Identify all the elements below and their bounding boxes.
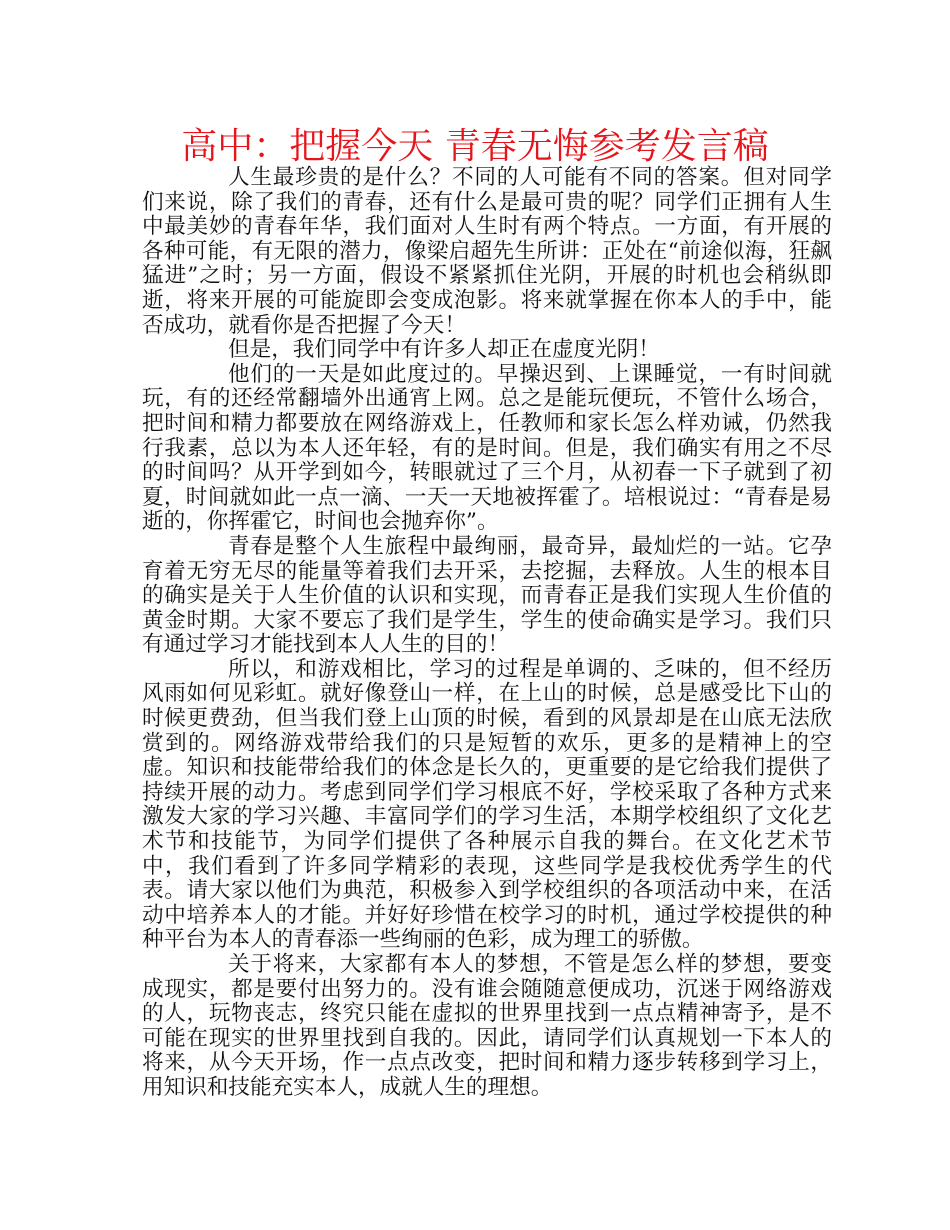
document-title: 高中：把握今天 青春无悔参考发言稿	[181, 126, 769, 167]
paragraph-1: 人生最珍贵的是什么？不同的人可能有不同的答案。但对同学们来说，除了我们的青春，还有什么是最可贵的呢？同学们正拥有人生中最美妙的青春年华，我们面对人生时有两个特点。一方面，有开展的各种可能，有无限的潜力，像梁启超先生所讲：正处在“前途似海，狂飙猛进”之时；另一方面，假设不紧紧抓住光阴，开展的时机也会稍纵即逝，将来开展的可能旋即会变成泡影。将来就掌握在你本人的手中，能否成功，就看你是否把握了今天！	[142, 165, 832, 338]
document-body	[142, 166, 832, 1101]
paragraph-5: 所以，和游戏相比，学习的过程是单调的、乏味的，但不经历风雨如何见彩虹。就好像登山一样，在上山的时候，总是感受比下山的时候更费劲，但当我们登上山顶的时候，看到的风景却是在山底无法欣赏到的。网络游戏带给我们的只是短暂的欢乐，更多的是精神上的空虚。知识和技能带给我们的体念是长久的，更重要的是它给我们提供了持续开展的动力。考虑到同学们学习根底不好，学校采取了各种方式来激发大家的学习兴趣、丰富同学们的学习生活，本期学校组织了文化艺术节和技能节，为同学们提供了各种展示自我的舞台。在文化艺术节中，我们看到了许多同学精彩的表现，这些同学是我校优秀学生的代表。请大家以他们为典范，积极参入到学校组织的各项活动中来，在活动中培养本人的才能。并好好珍惜在校学习的时机，通过学校提供的种种平台为本人的青春添一些绚丽的色彩，成为理工的骄傲。	[142, 656, 832, 953]
paragraph-4: 青春是整个人生旅程中最绚丽，最奇异，最灿烂的一站。它孕育着无穷无尽的能量等着我们去开采，去挖掘，去释放。人生的根本目的确实是关于人生价值的认识和实现，而青春正是我们实现人生价值的黄金时期。大家不要忘了我们是学生，学生的使命确实是学习。我们只有通过学习才能找到本人人生的目的！	[142, 533, 832, 658]
paragraph-3: 他们的一天是如此度过的。早操迟到、上课睡觉，一有时间就玩，有的还经常翻墙外出通宵上网。总之是能玩便玩，不管什么场合，把时间和精力都要放在网络游戏上，任教师和家长怎么样劝诫，仍然我行我素，总以为本人还年轻，有的是时间。但是，我们确实有用之不尽的时间吗？从开学到如今，转眼就过了三个月，从初春一下子就到了初夏，时间就如此一点一滴、一天一天地被挥霍了。培根说过：“青春是易逝的，你挥霍它，时间也会抛弃你”。	[142, 361, 832, 535]
paragraph-2: 但是，我们同学中有许多人却正在虚度光阴！	[228, 337, 660, 363]
paragraph-6: 关于将来，大家都有本人的梦想，不管是怎么样的梦想，要变成现实，都是要付出努力的。没有谁会随随意便成功，沉迷于网络游戏的人，玩物丧志，终究只能在虚拟的世界里找到一点点精神寄予，是不可能在现实的世界里找到自我的。因此，请同学们认真规划一下本人的将来，从今天开场，作一点点改变，把时间和精力逐步转移到学习上，用知识和技能充实本人，成就人生的理想。	[142, 952, 832, 1100]
